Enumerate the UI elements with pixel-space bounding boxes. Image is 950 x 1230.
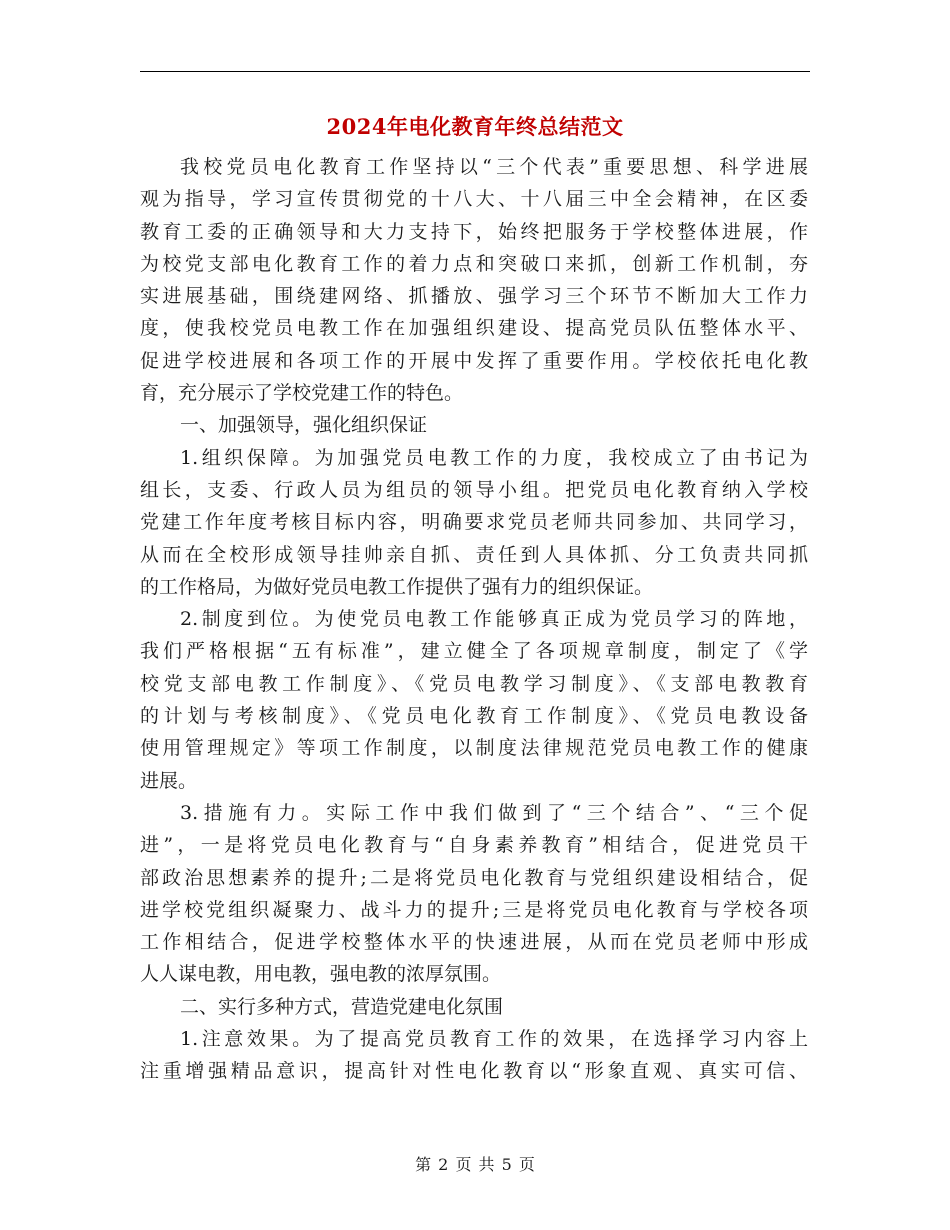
text-line: 2.制度到位。为使党员电教工作能够真正成为党员学习的阵地， (180, 608, 808, 631)
document-title: 2024年电化教育年终总结范文 (326, 114, 624, 139)
text-line: 度，使我校党员电教工作在加强组织建设、提高党员队伍整体水平、 (140, 317, 808, 340)
text-line: 进学校党组织凝聚力、战斗力的提升;三是将党员电化教育与学校各项 (140, 898, 808, 921)
text-line: 1.组织保障。为加强党员电教工作的力度，我校成立了由书记为 (180, 446, 808, 469)
text-line: 一、加强领导，强化组织保证 (180, 414, 428, 437)
text-line: 的计划与考核制度》、《党员电化教育工作制度》、《党员电教设备 (140, 705, 808, 728)
text-line: 1.注意效果。为了提高党员教育工作的效果，在选择学习内容上 (180, 1028, 808, 1051)
document-body (140, 151, 808, 1088)
text-line: 进展。 (140, 769, 198, 792)
text-line: 为校党支部电化教育工作的着力点和突破口来抓，创新工作机制，夯 (140, 252, 808, 275)
text-line: 人人谋电教，用电教，强电教的浓厚氛围。 (140, 963, 502, 986)
text-line: 党建工作年度考核目标内容，明确要求党员老师共同参加、共同学习， (140, 511, 808, 534)
text-line: 从而在全校形成领导挂帅亲自抓、责任到人具体抓、分工负责共同抓 (140, 543, 808, 566)
text-line: 育，充分展示了学校党建工作的特色。 (140, 382, 464, 405)
text-line: 进”，一是将党员电化教育与“自身素养教育”相结合，促进党员干 (140, 834, 808, 857)
text-line: 我校党员电化教育工作坚持以“三个代表”重要思想、科学进展 (180, 156, 808, 178)
text-line: 组长，支委、行政人员为组员的领导小组。把党员电化教育纳入学校 (140, 478, 808, 501)
text-line: 使用管理规定》等项工作制度，以制度法律规范党员电教工作的健康 (140, 737, 808, 760)
text-line: 二、实行多种方式，营造党建电化氛围 (180, 995, 504, 1018)
text-line: 注重增强精品意识，提高针对性电化教育以“形象直观、真实可信、 (140, 1060, 808, 1083)
text-line: 部政治思想素养的提升;二是将党员电化教育与党组织建设相结合，促 (140, 866, 808, 889)
text-line: 教育工委的正确领导和大力支持下，始终把服务于学校整体进展，作 (140, 220, 808, 243)
text-line: 实进展基础，围绕建网络、抓播放、强学习三个环节不断加大工作力 (140, 285, 808, 308)
page-number: 第 2 页 共 5 页 (415, 1155, 535, 1174)
header-rule (140, 71, 810, 72)
text-line: 的工作格局，为做好党员电教工作提供了强有力的组织保证。 (140, 575, 654, 598)
text-line: 工作相结合，促进学校整体水平的快速进展，从而在党员老师中形成 (140, 931, 808, 954)
text-line: 我们严格根据“五有标准”，建立健全了各项规章制度，制定了《学 (140, 640, 808, 663)
text-line: 校党支部电教工作制度》、《党员电教学习制度》、《支部电教教育 (140, 672, 808, 695)
text-line: 促进学校进展和各项工作的开展中发挥了重要作用。学校依托电化教 (140, 349, 808, 372)
text-line: 3.措施有力。实际工作中我们做到了“三个结合”、“三个促 (180, 801, 808, 824)
text-line: 观为指导，学习宣传贯彻党的十八大、十八届三中全会精神，在区委 (140, 188, 808, 211)
